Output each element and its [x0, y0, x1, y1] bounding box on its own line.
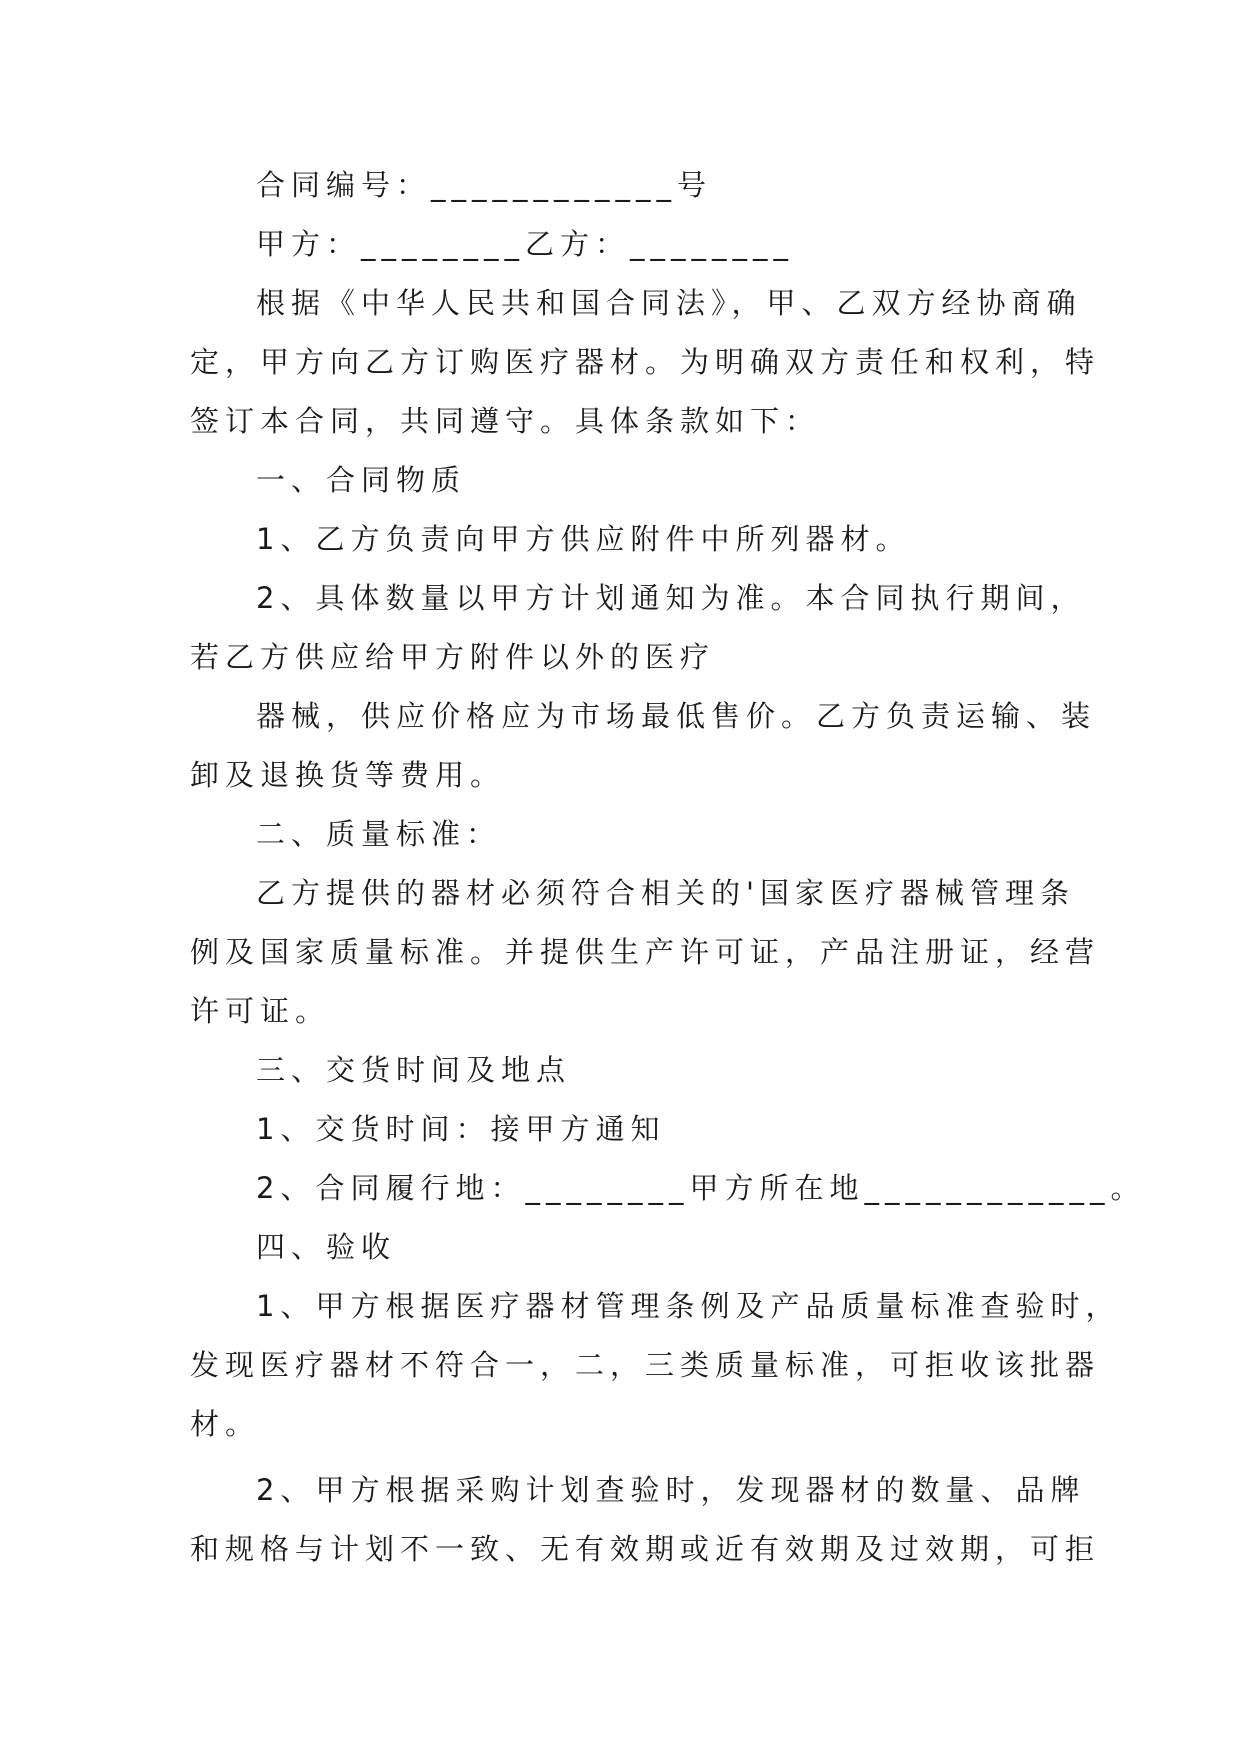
paragraph-line: 例及国家质量标准。并提供生产许可证，产品注册证，经营 [190, 935, 1101, 969]
paragraph-line: 2、甲方根据采购计划查验时，发现器材的数量、品牌 [256, 1473, 1086, 1507]
paragraph-line: 定，甲方向乙方订购医疗器材。为明确双方责任和权利，特 [190, 345, 1101, 379]
paragraph-line: 发现医疗器材不符合一，二，三类质量标准，可拒收该批器 [190, 1348, 1101, 1382]
contract-number-line: 合同编号：____________号 [256, 168, 713, 202]
paragraph-line: 根据《中华人民共和国合同法》，甲、乙双方经协商确 [256, 286, 1082, 320]
parties-line: 甲方：________乙方：________ [256, 227, 795, 261]
paragraph-line: 若乙方供应给甲方附件以外的医疗 [190, 640, 716, 674]
paragraph-line: 卸及退换货等费用。 [190, 758, 506, 792]
paragraph-line: 1、乙方负责向甲方供应附件中所列器材。 [256, 522, 911, 556]
paragraph-line: 器械，供应价格应为市场最低售价。乙方负责运输、装 [256, 699, 1097, 733]
paragraph-line: 1、交货时间：接甲方通知 [256, 1112, 666, 1146]
paragraph-line: 签订本合同，共同遵守。具体条款如下： [190, 404, 821, 438]
section-heading: 一、合同物质 [256, 463, 467, 497]
section-heading: 二、质量标准： [256, 817, 502, 851]
section-heading: 三、交货时间及地点 [256, 1053, 572, 1087]
paragraph-line: 1、甲方根据医疗器材管理条例及产品质量标准查验时， [256, 1289, 1121, 1323]
section-heading: 四、验收 [256, 1230, 397, 1264]
paragraph-line: 和规格与计划不一致、无有效期或近有效期及过效期，可拒 [190, 1532, 1101, 1566]
paragraph-line: 许可证。 [190, 994, 331, 1028]
paragraph-line: 2、具体数量以甲方计划通知为准。本合同执行期间， [256, 581, 1086, 615]
paragraph-line: 2、合同履行地：________甲方所在地____________。 [256, 1171, 1146, 1205]
paragraph-line: 乙方提供的器材必须符合相关的'国家医疗器械管理条 [256, 876, 1075, 910]
paragraph-line: 材。 [190, 1407, 261, 1441]
